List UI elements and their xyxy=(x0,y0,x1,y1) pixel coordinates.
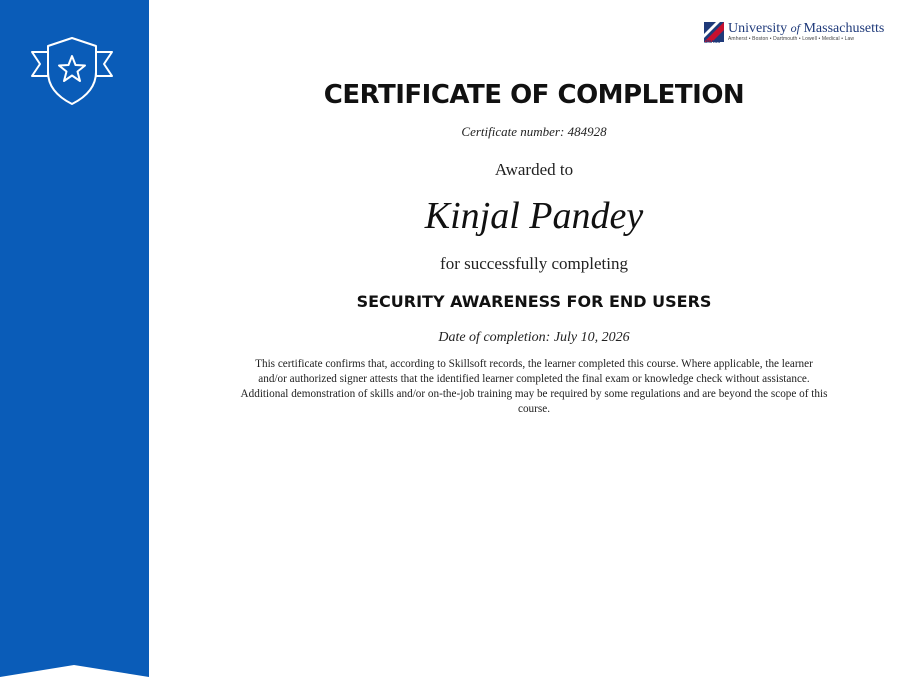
certificate-title: CERTIFICATE OF COMPLETION xyxy=(323,80,745,110)
completion-date: Date of completion: July 10, 2026 xyxy=(438,330,630,345)
course-title: SECURITY AWARENESS FOR END USERS xyxy=(356,292,712,311)
ribbon-notch xyxy=(0,665,149,695)
certificate-number: Certificate number: 484928 xyxy=(461,124,607,139)
certificate-disclaimer: This certificate confirms that, according to Skillsoft records, the learner completed this course. Where applicable, the learner and/or authorized signer attests that the identified learner completed the final exam or knowledge check without assistance. Additional demonstration of skills and/or on-the-job training may be required by some regulations and are beyond the scope of this course. xyxy=(240,358,828,415)
shield-star-icon xyxy=(28,36,116,106)
logo-title-part2: Massachusetts xyxy=(803,21,885,36)
recipient-name: Kinjal Pandey xyxy=(424,195,644,237)
logo-campuses: Amherst • Boston • Dartmouth • Lowell • Medical • Law xyxy=(728,36,855,42)
logo-umass-label: UMASS xyxy=(704,39,721,44)
logo-title-part1: University xyxy=(728,21,788,36)
logo-title xyxy=(728,20,884,37)
completion-phrase: for successfully completing xyxy=(440,254,628,273)
logo-title-of: of xyxy=(790,21,800,35)
side-ribbon-banner xyxy=(0,0,149,695)
awarded-to-label: Awarded to xyxy=(494,160,574,179)
university-logo xyxy=(704,20,884,44)
